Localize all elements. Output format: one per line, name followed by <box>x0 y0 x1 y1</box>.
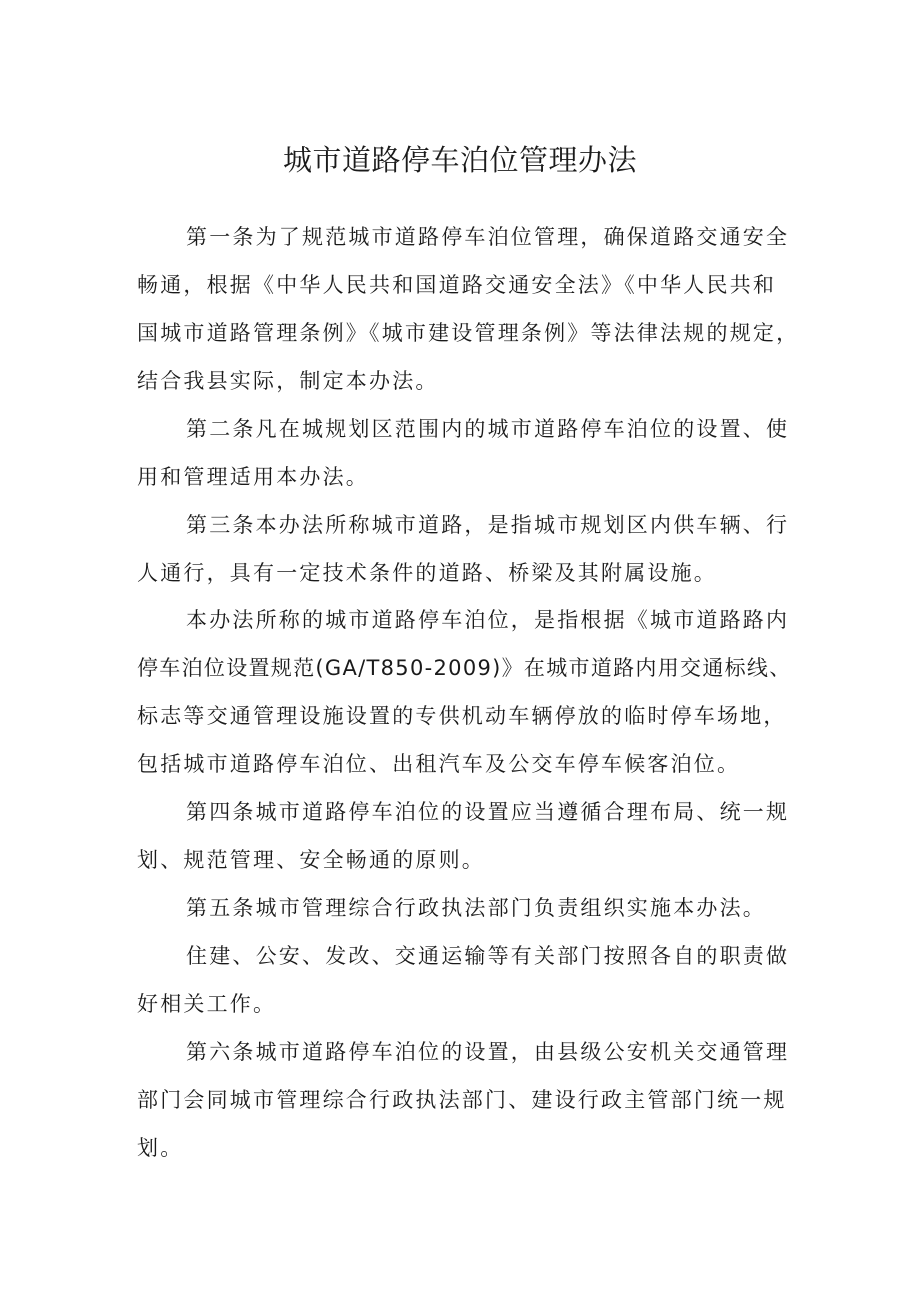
document-line: 第五条城市管理综合行政执法部门负责组织实施本办法。 <box>186 896 766 920</box>
document-line: 住建、公安、发改、交通运输等有关部门按照各自的职责做 <box>186 944 790 968</box>
document-line: 用和管理适用本办法。 <box>137 465 369 489</box>
document-line: 畅通，根据《中华人民共和国道路交通安全法》《中华人民共和 <box>137 273 777 297</box>
document-line: 国城市道路管理条例》《城市建设管理条例》等法律法规的规定， <box>137 321 800 345</box>
document-line: 部门会同城市管理综合行政执法部门、建设行政主管部门统一规 <box>137 1088 787 1112</box>
document-line: 第六条城市道路停车泊位的设置，由县级公安机关交通管理 <box>186 1040 790 1064</box>
document-line: 标志等交通管理设施设置的专供机动车辆停放的临时停车场地， <box>137 704 787 728</box>
document-line: 人通行，具有一定技术条件的道路、桥梁及其附属设施。 <box>137 561 717 585</box>
document-line: 本办法所称的城市道路停车泊位，是指根据《城市道路路内 <box>186 608 790 632</box>
document-line: 包括城市道路停车泊位、出租汽车及公交车停车候客泊位。 <box>137 752 741 776</box>
document-line: 划。 <box>137 1136 184 1160</box>
document-line: 第三条本办法所称城市道路，是指城市规划区内供车辆、行 <box>186 513 790 537</box>
document-line: 第一条为了规范城市道路停车泊位管理，确保道路交通安全 <box>186 225 790 249</box>
document-line: 第二条凡在城规划区范围内的城市道路停车泊位的设置、使 <box>186 417 790 441</box>
document-line: 好相关工作。 <box>137 992 277 1016</box>
document-line: 第四条城市道路停车泊位的设置应当遵循合理布局、统一规 <box>186 800 790 824</box>
document-title: 城市道路停车泊位管理办法 <box>282 143 637 177</box>
document-line: 停车泊位设置规范(GA/T850-2009)》在城市道路内用交通标线、 <box>137 656 792 680</box>
document-line: 划、规范管理、安全畅通的原则。 <box>137 848 485 872</box>
document-line: 结合我县实际，制定本办法。 <box>137 369 439 393</box>
